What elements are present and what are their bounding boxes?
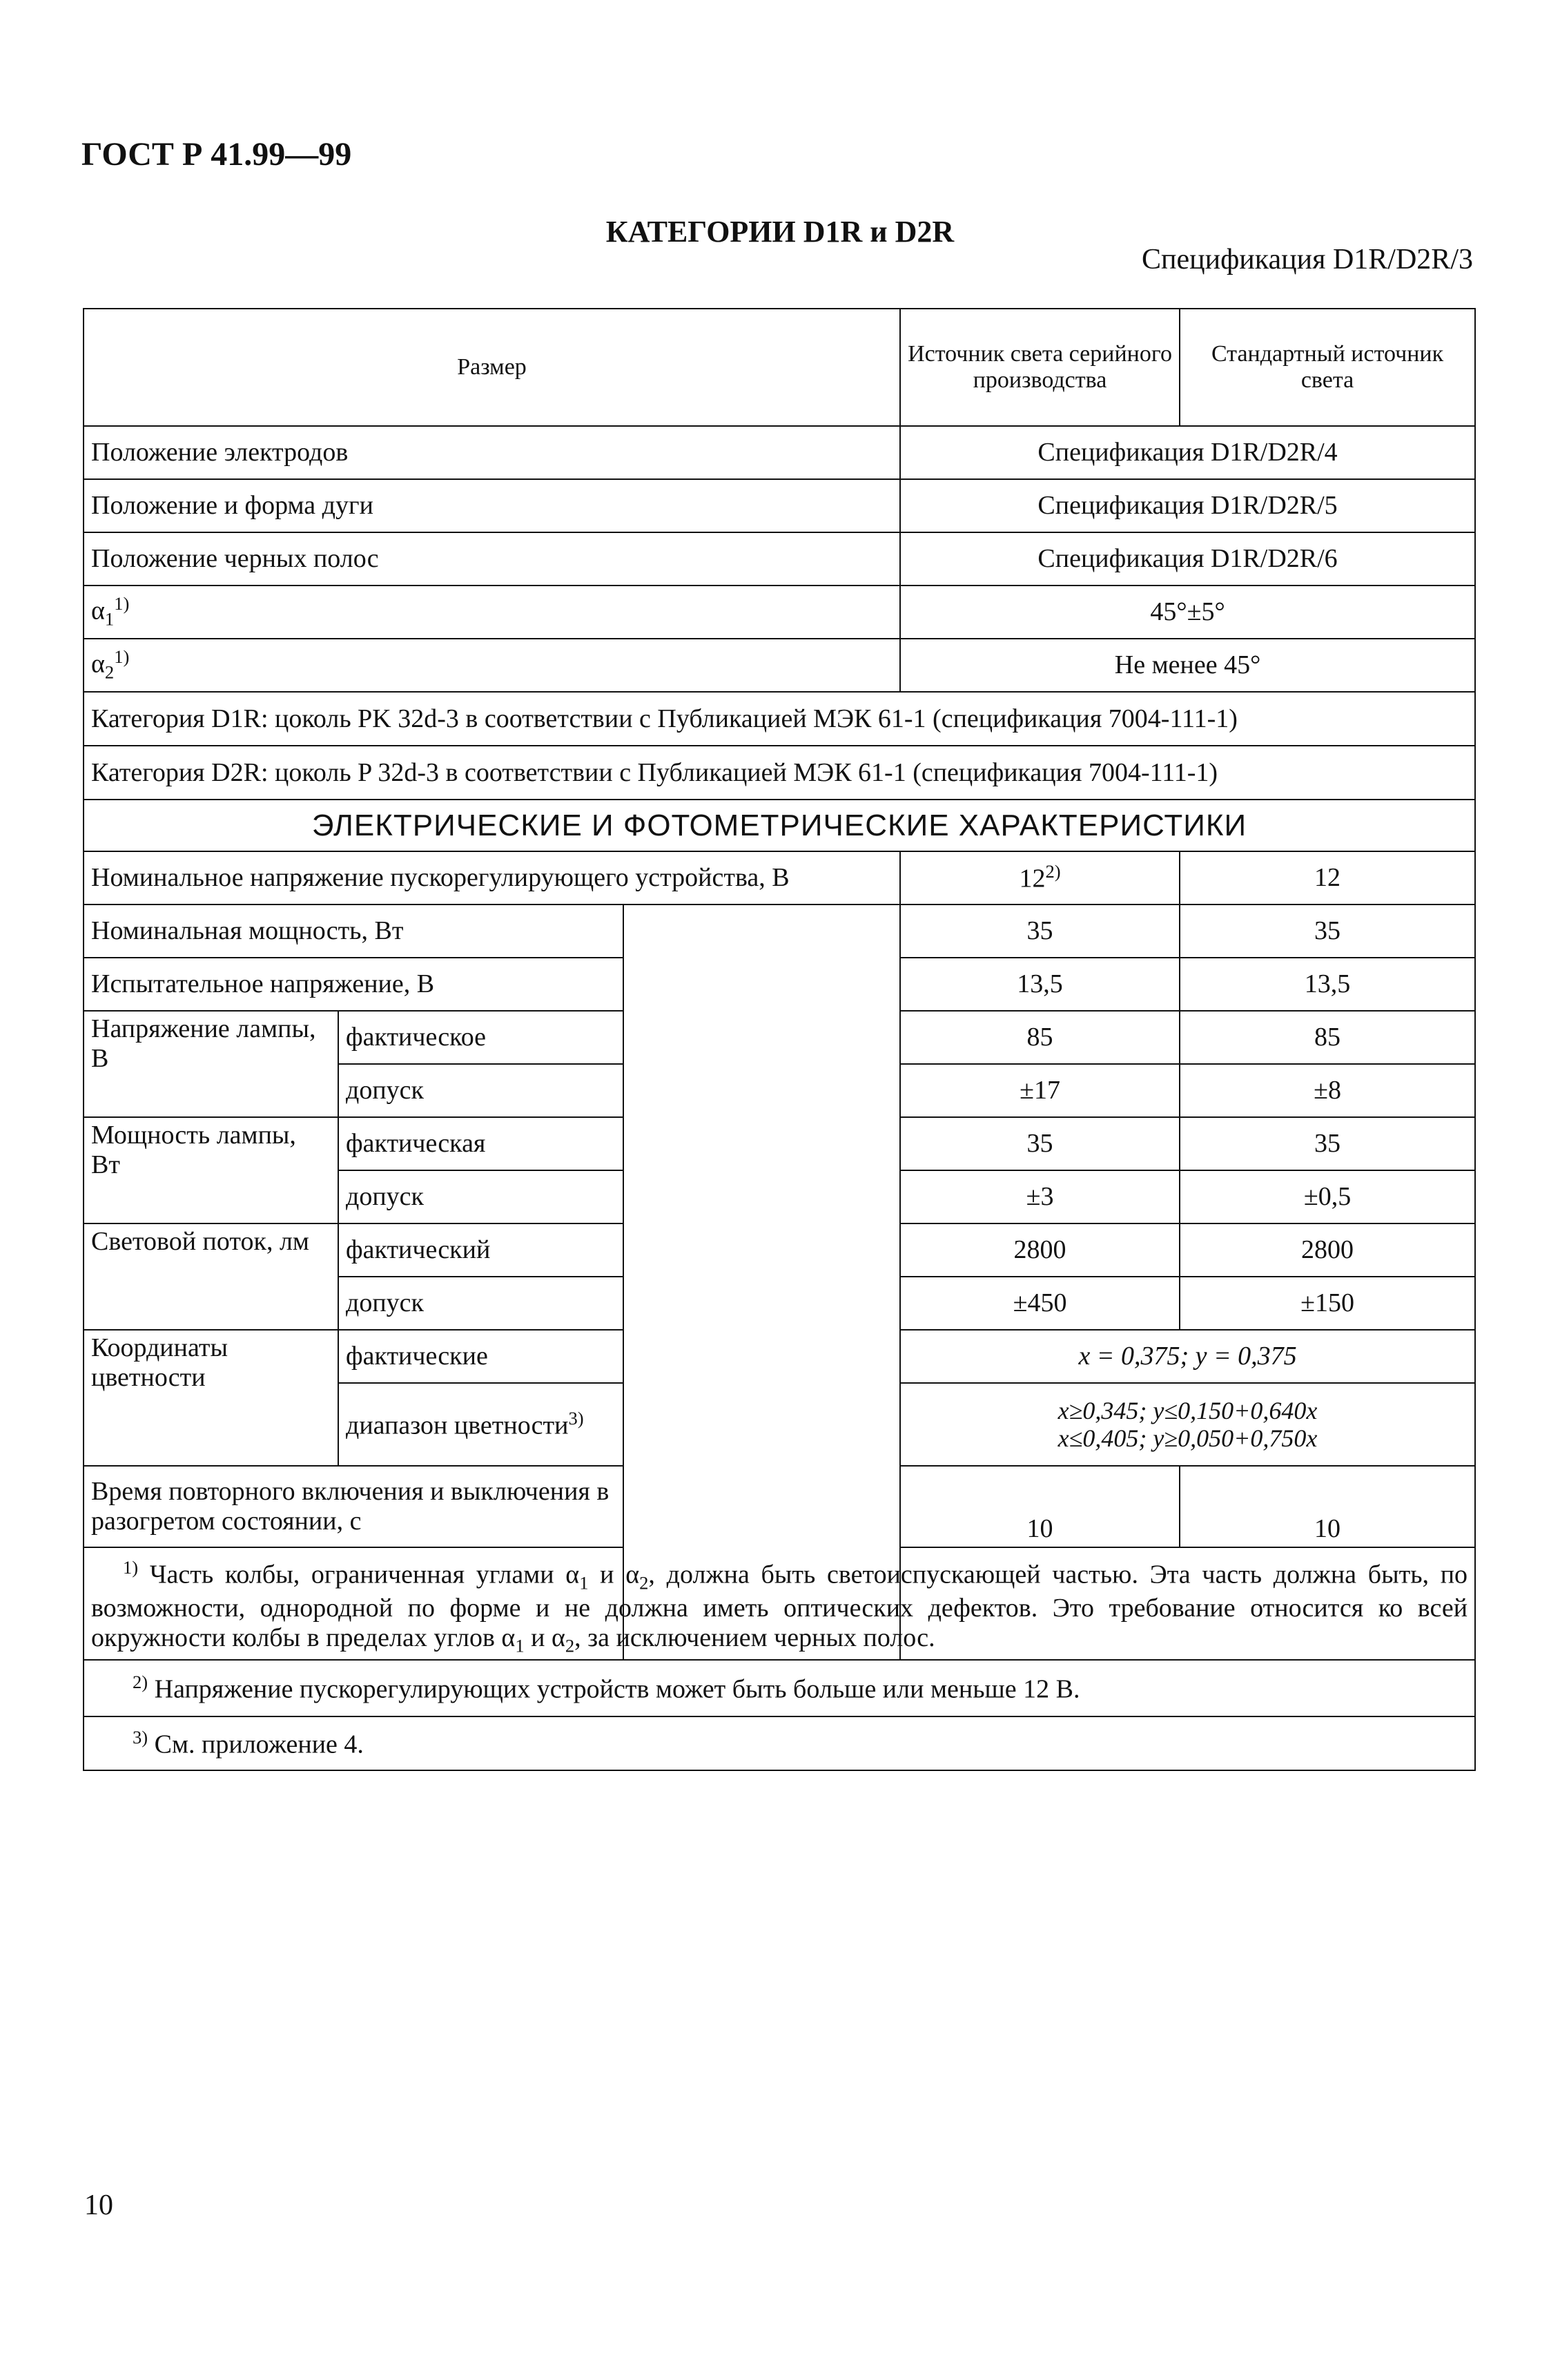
document-id: ГОСТ Р 41.99—99 <box>81 136 352 173</box>
flux-label: Световой поток, лм <box>84 1223 338 1330</box>
alpha1-label: $\alpha_1^{1)}$ <box>84 586 900 639</box>
category-d1r-text: Категория D1R: цоколь PK 32d-3 в соответствии с Публикацией МЭК 61-1 (спецификация 7004-111-1) <box>84 692 1475 746</box>
chroma-label: Координаты цветности <box>84 1330 338 1466</box>
alpha2-label: $\alpha_2^{1)}$ <box>84 639 900 692</box>
row-label: Положение и форма дуги <box>84 479 900 532</box>
table-row <box>84 426 1475 479</box>
footnote-1: $^{1)}$ Часть колбы, ограниченная углами $\alpha_1$ и $\alpha_2$, должна быть светоиспускающей частью. Эта часть должна быть, по возможности, однородной по форме и не должна иметь оптических дефектов. Это требование относится ко всей окружности колбы в пределах углов $\alpha_1$ и $\alpha_2$, за исключением черных полос. <box>84 1547 1475 1660</box>
category-d1r-row <box>84 692 1475 746</box>
restart-time-label: Время повторного включения и выключения в разогретом состоянии, с <box>84 1466 623 1547</box>
chroma-range-label: диапазон цветности$^{3)}$ <box>338 1383 623 1466</box>
lamp-power-tol-standard: ±0,5 <box>1180 1170 1475 1223</box>
nominal-power-standard: 35 <box>1180 904 1475 958</box>
table-row <box>84 479 1475 532</box>
row-label: Положение черных полос <box>84 532 900 586</box>
nominal-voltage-row <box>84 851 1475 904</box>
flux-actual-serial: 2800 <box>900 1223 1180 1277</box>
alpha1-value: 45°±5° <box>900 586 1475 639</box>
section-heading: ЭЛЕКТРИЧЕСКИЕ И ФОТОМЕТРИЧЕСКИЕ ХАРАКТЕРИСТИКИ <box>84 800 1475 851</box>
flux-actual-standard: 2800 <box>1180 1223 1475 1277</box>
lamp-power-label: Мощность лампы, Вт <box>84 1117 338 1223</box>
footnote-2-row <box>84 1660 1475 1716</box>
category-d2r-row <box>84 746 1475 800</box>
lamp-voltage-label: Напряжение лампы, В <box>84 1011 338 1117</box>
section-heading-row <box>84 800 1475 851</box>
spec-reference: Спецификация D1R/D2R/3 <box>1142 244 1473 275</box>
nominal-voltage-label: Номинальное напряжение пускорегулирующего устройства, В <box>84 851 900 904</box>
table-row <box>84 532 1475 586</box>
footnote-3: $^{3)}$ См. приложение 4. <box>84 1716 1475 1770</box>
lamp-voltage-tol-label: допуск <box>338 1064 623 1117</box>
lamp-power-actual-standard: 35 <box>1180 1117 1475 1170</box>
alpha1-row <box>84 586 1475 639</box>
lamp-power-actual-serial: 35 <box>900 1117 1180 1170</box>
lamp-voltage-tol-standard: ±8 <box>1180 1064 1475 1117</box>
alpha2-row <box>84 639 1475 692</box>
flux-tol-serial: ±450 <box>900 1277 1180 1330</box>
lamp-power-actual-label: фактическая <box>338 1117 623 1170</box>
test-voltage-label: Испытательное напряжение, В <box>84 958 623 1011</box>
flux-actual-label: фактический <box>338 1223 623 1277</box>
alpha2-value: Не менее 45° <box>900 639 1475 692</box>
footnote-2: $^{2)}$ Напряжение пускорегулирующих устройств может быть больше или меньше 12 В. <box>84 1660 1475 1716</box>
test-voltage-standard: 13,5 <box>1180 958 1475 1011</box>
nominal-power-label: Номинальная мощность, Вт <box>84 904 623 958</box>
page-title: КАТЕГОРИИ D1R и D2R <box>605 215 955 249</box>
flux-tol-standard: ±150 <box>1180 1277 1475 1330</box>
page-number: 10 <box>84 2189 113 2221</box>
row-value: Спецификация D1R/D2R/4 <box>900 426 1475 479</box>
nominal-voltage-standard: 12 <box>1180 851 1475 904</box>
lamp-voltage-actual-serial: 85 <box>900 1011 1180 1064</box>
nominal-power-row <box>84 904 1475 958</box>
chroma-actual-value: x = 0,375; y = 0,375 <box>900 1330 1475 1383</box>
header-serial-source: Источник света серийного производства <box>900 309 1180 426</box>
row-label: Положение электродов <box>84 426 900 479</box>
lamp-power-tol-label: допуск <box>338 1170 623 1223</box>
lamp-power-tol-serial: ±3 <box>900 1170 1180 1223</box>
table-header-row <box>84 309 1475 426</box>
nominal-voltage-serial: 12$^{2)}$ <box>900 851 1180 904</box>
chroma-range-value: x≥0,345; y≤0,150+0,640x x≤0,405; y≥0,050+0,750x <box>900 1383 1475 1466</box>
lamp-voltage-actual-label: фактическое <box>338 1011 623 1064</box>
footnote-1-row <box>84 1547 1475 1660</box>
header-size: Размер <box>84 309 900 426</box>
category-d2r-text: Категория D2R: цоколь P 32d-3 в соответствии с Публикацией МЭК 61-1 (спецификация 7004-111-1) <box>84 746 1475 800</box>
flux-tol-label: допуск <box>338 1277 623 1330</box>
lamp-voltage-tol-serial: ±17 <box>900 1064 1180 1117</box>
test-voltage-serial: 13,5 <box>900 958 1180 1011</box>
restart-time-standard: 10 <box>1180 1466 1475 1547</box>
footnote-3-row <box>84 1716 1475 1770</box>
blank-cell <box>623 904 900 1660</box>
header-standard-source: Стандартный источник света <box>1180 309 1475 426</box>
nominal-power-serial: 35 <box>900 904 1180 958</box>
row-value: Спецификация D1R/D2R/6 <box>900 532 1475 586</box>
spec-table <box>83 308 1476 1771</box>
chroma-actual-label: фактические <box>338 1330 623 1383</box>
restart-time-serial: 10 <box>900 1466 1180 1547</box>
lamp-voltage-actual-standard: 85 <box>1180 1011 1475 1064</box>
row-value: Спецификация D1R/D2R/5 <box>900 479 1475 532</box>
